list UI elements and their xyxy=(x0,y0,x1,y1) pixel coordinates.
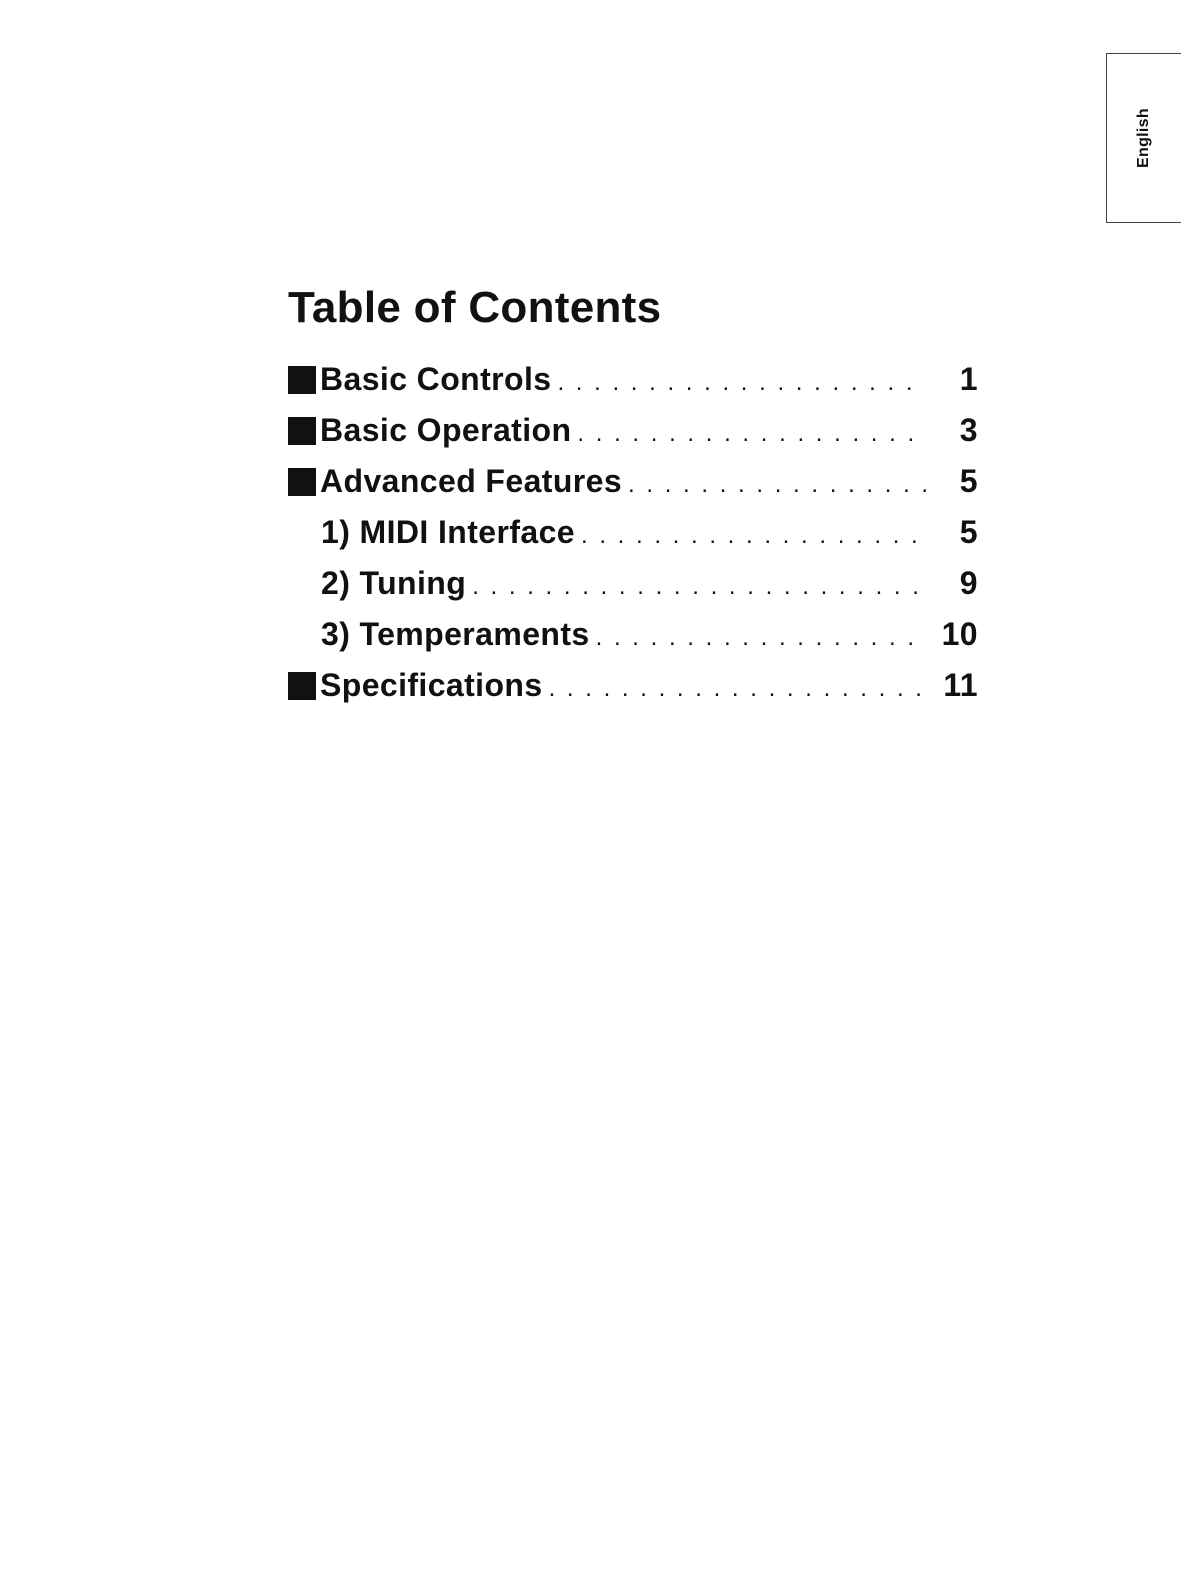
toc-page-number: 1 xyxy=(959,361,978,397)
toc-page-number: 5 xyxy=(959,514,978,550)
toc-page-number: 3 xyxy=(959,412,978,448)
toc-entry-basic-controls xyxy=(288,354,978,405)
toc-entry-label: Advanced Features xyxy=(320,463,623,499)
toc-entry-label: 2) Tuning xyxy=(321,565,467,601)
square-bullet-icon xyxy=(288,417,316,445)
toc-entry-label: Basic Operation xyxy=(320,412,572,448)
toc-entry-label: Basic Controls xyxy=(320,361,552,397)
dot-leader xyxy=(549,663,926,714)
toc-entry-temperaments xyxy=(288,609,978,660)
dot-leader xyxy=(596,612,926,663)
dot-leader xyxy=(557,357,926,408)
square-bullet-icon xyxy=(288,468,316,496)
toc-list xyxy=(288,354,978,711)
toc-entry-midi-interface xyxy=(288,507,978,558)
toc-page-number: 5 xyxy=(959,463,978,499)
toc-entry-label: 1) MIDI Interface xyxy=(321,514,575,550)
toc-entry-label: 3) Temperaments xyxy=(321,616,590,652)
toc-entry-tuning xyxy=(288,558,978,609)
square-bullet-icon xyxy=(288,366,316,394)
toc-page-number: 10 xyxy=(941,616,978,652)
language-tab xyxy=(1106,53,1181,223)
toc-page-number: 11 xyxy=(943,667,978,703)
language-tab-label: English xyxy=(1135,108,1152,168)
page-title: Table of Contents xyxy=(288,283,662,332)
table-of-contents xyxy=(288,278,978,711)
toc-entry-label: Specifications xyxy=(320,667,543,703)
toc-entry-specifications xyxy=(288,660,978,711)
toc-page-number: 9 xyxy=(959,565,978,601)
toc-entry-advanced-features xyxy=(288,456,978,507)
dot-leader xyxy=(628,459,926,510)
dot-leader xyxy=(577,408,926,459)
square-bullet-icon xyxy=(288,672,316,700)
dot-leader xyxy=(581,510,926,561)
dot-leader xyxy=(472,561,926,612)
toc-entry-basic-operation xyxy=(288,405,978,456)
